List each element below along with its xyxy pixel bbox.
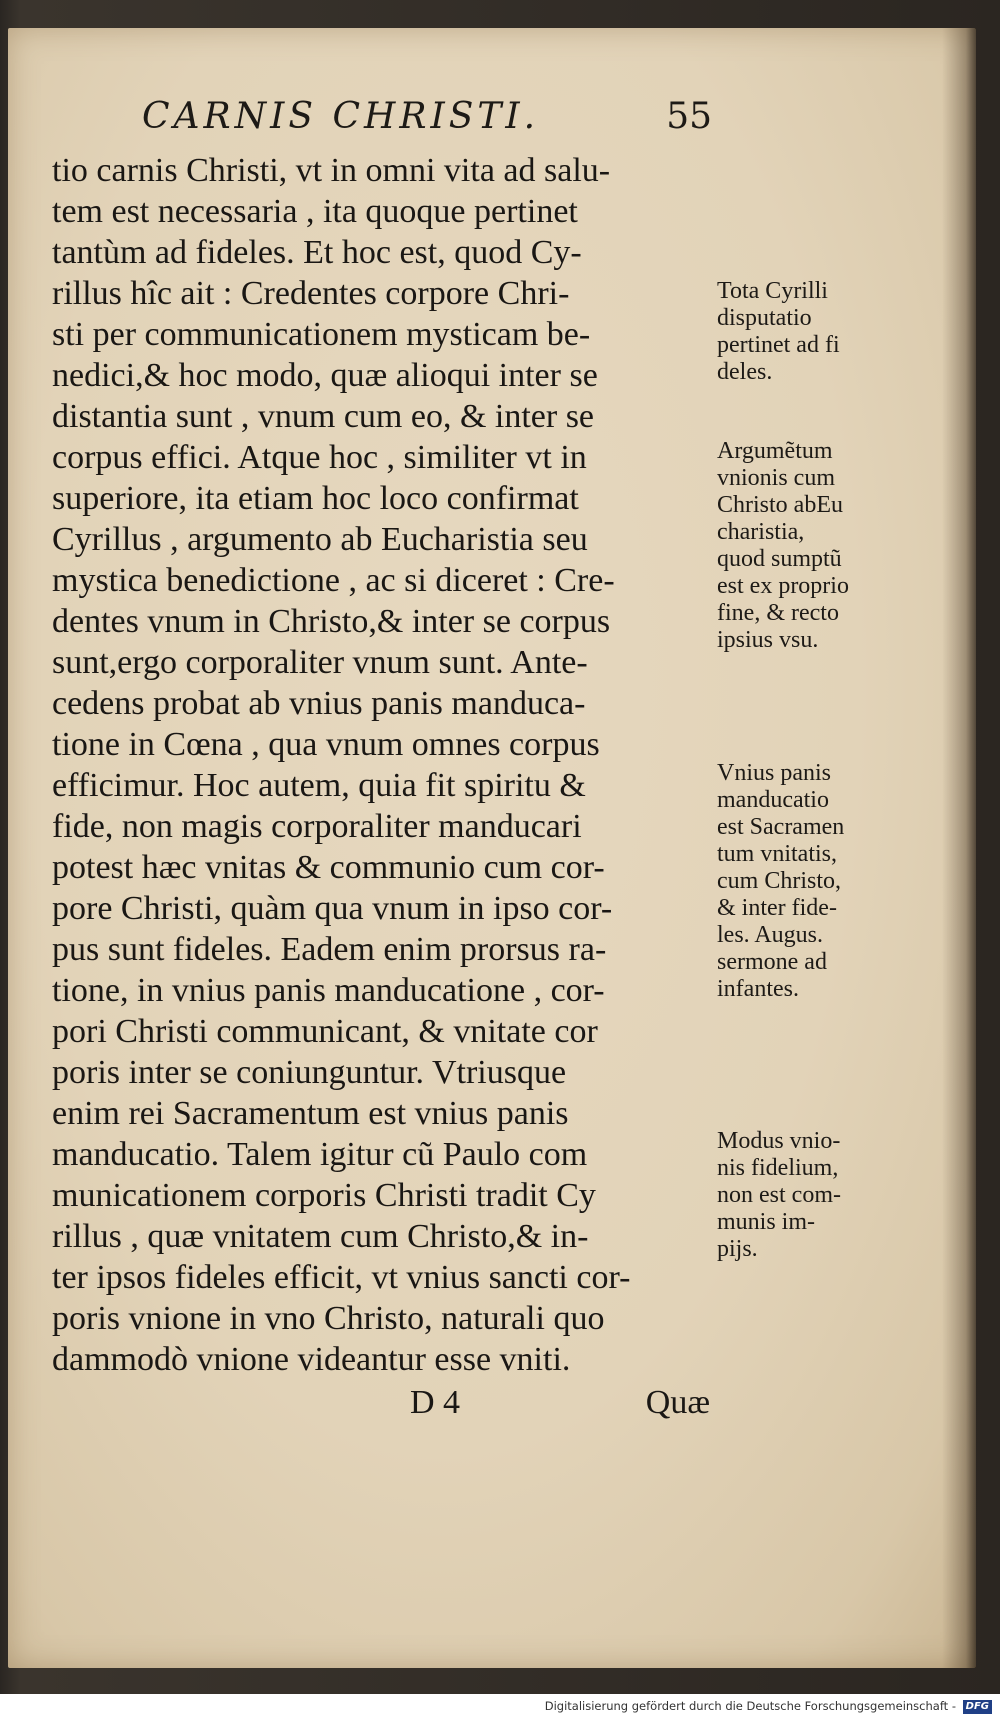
text-line: pore Christi, quàm qua vnum in ipso cor- xyxy=(52,890,613,927)
marginal-line: nis fidelium, xyxy=(717,1155,839,1181)
text-line: dammodò vnione videantur esse vniti. xyxy=(52,1341,571,1378)
marginal-line: vnionis cum xyxy=(717,465,835,491)
text-line: tione in Cœna , qua vnum omnes corpus xyxy=(52,726,600,763)
marginal-line: pertinet ad fi xyxy=(717,332,840,358)
text-line: municationem corporis Christi tradit Cy xyxy=(52,1177,596,1214)
text-line: tio carnis Christi, vt in omni vita ad salu- xyxy=(52,152,611,189)
marginal-line: Christo abEu xyxy=(717,492,843,518)
marginal-line: les. Augus. xyxy=(717,922,824,948)
marginal-line: infantes. xyxy=(717,976,799,1002)
marginal-line: pijs. xyxy=(717,1236,758,1262)
text-line: enim rei Sacramentum est vnius panis xyxy=(52,1095,569,1132)
marginal-line: deles. xyxy=(717,359,773,385)
marginal-note xyxy=(717,760,892,1003)
marginal-line: tum vnitatis, xyxy=(717,841,837,867)
text-line: superiore, ita etiam hoc loco confirmat xyxy=(52,480,579,517)
text-line: pori Christi communicant, & vnitate cor xyxy=(52,1013,598,1050)
marginal-line: Tota Cyrilli xyxy=(717,278,828,304)
text-line: distantia sunt , vnum cum eo, & inter se xyxy=(52,398,595,435)
marginal-line: Argumẽtum xyxy=(717,438,833,464)
marginal-line: Modus vnio- xyxy=(717,1128,841,1154)
marginal-line: fine, & recto xyxy=(717,600,839,626)
text-line: Cyrillus , argumento ab Eucharistia seu xyxy=(52,521,588,558)
marginal-line: ipsius vsu. xyxy=(717,627,819,653)
text-line: nedici,& hoc modo, quæ alioqui inter se xyxy=(52,357,598,394)
dfg-logo: DFG xyxy=(963,1700,992,1714)
text-line: tem est necessaria , ita quoque pertinet xyxy=(52,193,578,230)
text-line: cedens probat ab vnius panis manduca- xyxy=(52,685,586,722)
text-line: rillus , quæ vnitatem cum Christo,& in- xyxy=(52,1218,589,1255)
text-line: potest hæc vnitas & communio cum cor- xyxy=(52,849,605,886)
credit-text: Digitalisierung gefördert durch die Deutsche Forschungsgemeinschaft - xyxy=(544,1699,956,1713)
text-line: efficimur. Hoc autem, quia fit spiritu & xyxy=(52,767,586,804)
text-line: fide, non magis corporaliter manducari xyxy=(52,808,582,845)
marginal-line: disputatio xyxy=(717,305,812,331)
marginal-line: quod sumptũ xyxy=(717,546,842,572)
digitization-footer xyxy=(0,1694,1000,1718)
marginal-note xyxy=(717,278,892,386)
marginal-line: non est com- xyxy=(717,1182,841,1208)
text-line: pus sunt fideles. Eadem enim prorsus ra- xyxy=(52,931,607,968)
signature-catchword-line xyxy=(380,1384,710,1428)
text-line: dentes vnum in Christo,& inter se corpus xyxy=(52,603,611,640)
text-line: rillus hîc ait : Credentes corpore Chri- xyxy=(52,275,570,312)
text-line: poris inter se coniunguntur. Vtriusque xyxy=(52,1054,567,1091)
marginal-line: manducatio xyxy=(717,787,829,813)
text-line: sunt,ergo corporaliter vnum sunt. Ante- xyxy=(52,644,588,681)
main-text-block xyxy=(52,150,712,1380)
text-line: manducatio. Talem igitur cũ Paulo com xyxy=(52,1136,588,1173)
text-line: corpus effici. Atque hoc , similiter vt in xyxy=(52,439,587,476)
marginal-line: & inter fide- xyxy=(717,895,837,921)
running-title: CARNIS CHRISTI. xyxy=(142,96,540,137)
page-number: 55 xyxy=(666,96,712,137)
marginal-line: munis im- xyxy=(717,1209,816,1235)
marginal-line: est Sacramen xyxy=(717,814,845,840)
running-head xyxy=(132,96,712,148)
text-line: ter ipsos fideles efficit, vt vnius sancti cor- xyxy=(52,1259,631,1296)
marginal-note xyxy=(717,438,892,654)
marginal-note xyxy=(717,1128,892,1263)
digitization-credit xyxy=(545,1697,992,1715)
marginal-line: charistia, xyxy=(717,519,805,545)
text-line: poris vnione in vno Christo, naturali quo xyxy=(52,1300,605,1337)
text-line: sti per communicationem mysticam be- xyxy=(52,316,591,353)
marginal-line: est ex proprio xyxy=(717,573,849,599)
marginal-line: Vnius panis xyxy=(717,760,831,786)
text-line: tantùm ad fideles. Et hoc est, quod Cy- xyxy=(52,234,582,271)
signature-mark: D 4 xyxy=(410,1384,461,1421)
gutter-shadow xyxy=(942,28,976,1668)
text-line: mystica benedictione , ac si diceret : Cre- xyxy=(52,562,615,599)
marginal-line: cum Christo, xyxy=(717,868,841,894)
text-line: tione, in vnius panis manducatione , cor- xyxy=(52,972,605,1009)
marginal-line: sermone ad xyxy=(717,949,827,975)
catchword: Quæ xyxy=(645,1384,710,1421)
